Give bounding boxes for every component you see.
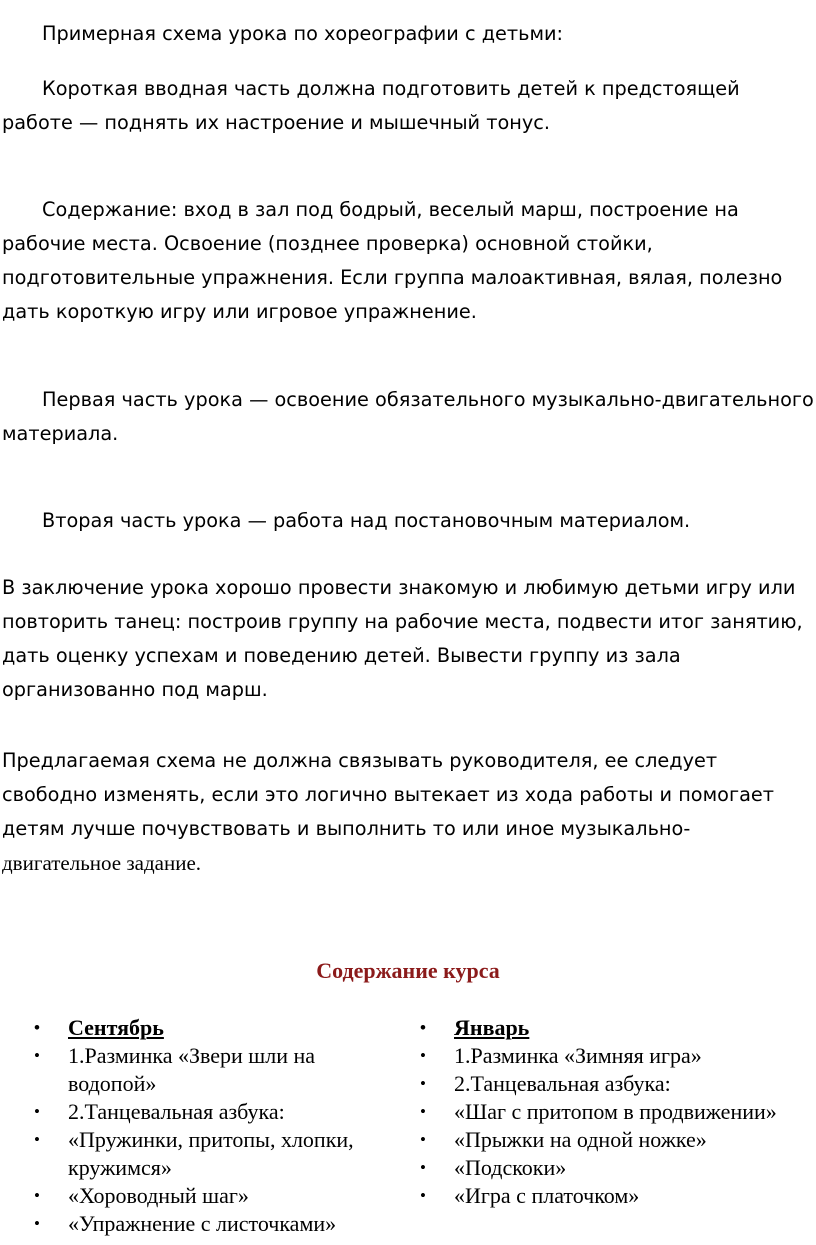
list-item: • «Прыжки на одной ножке» [420,1126,816,1154]
list-item: • «Упражнение с листочками» [34,1210,404,1238]
september-heading: • Сентябрь [34,1014,404,1042]
scheme-note-main-text: Предлагаемая схема не должна связывать руководителя, ее следует свободно изменять, если это логично вытекает из хода работы и помогает детям лучше почувствовать и выполнить то или иное музыкально- [2,749,774,840]
january-list [420,1014,816,1210]
september-list [34,1014,404,1238]
january-heading: • Январь [420,1014,816,1042]
content-paragraph: Содержание: вход в зал под бодрый, веселый марш, построение на рабочие места. Освоение (позднее проверка) основной стойки, подготовительные упражнения. Если группа малоактивная, вялая, полезно дать короткую игру или игровое упражнение. [2,198,783,323]
list-item: • «Подскоки» [420,1154,816,1182]
list-item: • «Игра с платочком» [420,1182,816,1210]
scheme-note-paragraph [2,744,816,881]
conclusion-paragraph: В заключение урока хорошо провести знакомую и любимую детьми игру или повторить танец: построив группу на рабочие места, подвести итог занятию, дать оценку успехам и поведению детей. Вывести группу из зала организованно под марш. [2,576,803,701]
list-item: • 1.Разминка «Зимняя игра» [420,1042,816,1070]
list-item: • «Хороводный шаг» [34,1182,404,1210]
second-part-paragraph: Вторая часть урока — работа над постановочным материалом. [42,509,691,532]
intro-heading-paragraph: Примерная схема урока по хореографии с детьми: [42,22,564,45]
list-item: • 1.Разминка «Звери шли на водопой» [34,1042,404,1098]
list-item: • 2.Танцевальная азбука: [34,1098,404,1126]
first-part-paragraph: Первая часть урока — освоение обязательного музыкально-двигательного материала. [2,388,814,445]
intro-part-paragraph: Короткая вводная часть должна подготовить детей к предстоящей работе — поднять их настроение и мышечный тонус. [2,77,740,134]
list-item: • 2.Танцевальная азбука: [420,1070,816,1098]
course-content-title: Содержание курса [316,958,500,983]
list-item: • «Пружинки, притопы, хлопки, кружимся» [34,1126,404,1182]
scheme-note-tail-text: двигательное задание. [2,851,202,875]
list-item: • «Шаг с притопом в продвижении» [420,1098,816,1126]
